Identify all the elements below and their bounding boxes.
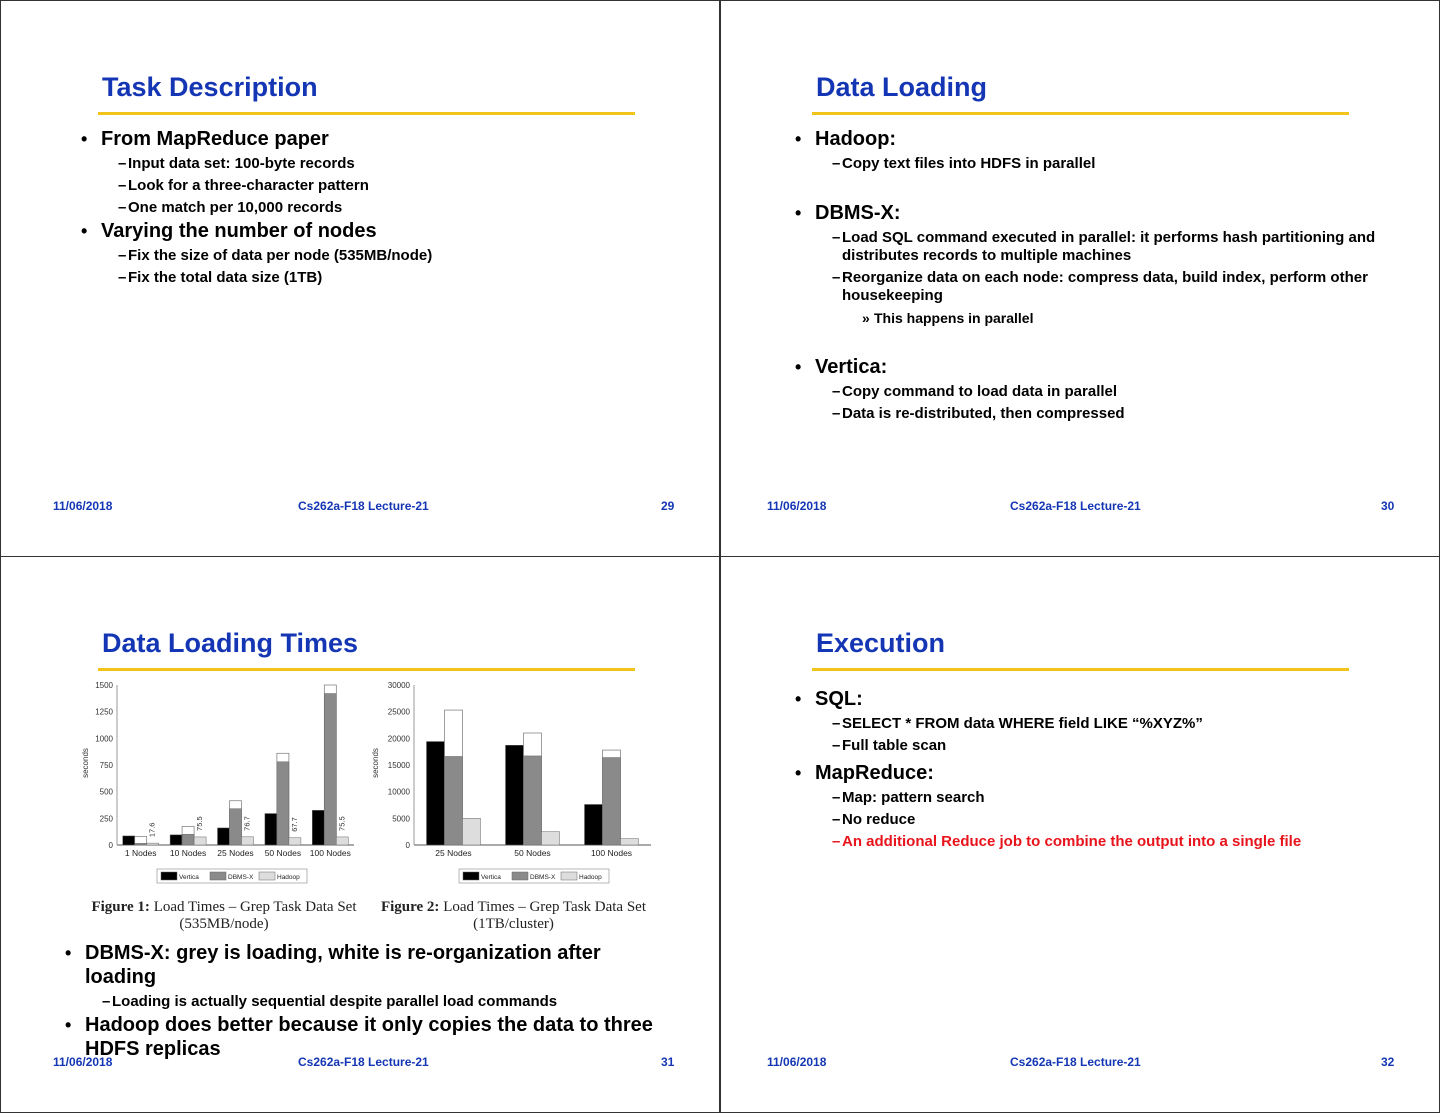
y-tick-label: 20000 (387, 734, 410, 744)
bullet-level-2: – Data is re-distributed, then compressed (795, 405, 1395, 423)
bullet-level-2: – Map: pattern search (795, 789, 1415, 807)
page-number: 32 (1381, 1055, 1395, 1069)
y-tick-label: 750 (99, 761, 113, 770)
footer-date: 11/06/2018 (767, 1055, 827, 1069)
data-label: 75.5 (337, 816, 347, 831)
bar-dbms-x (182, 834, 194, 845)
y-tick-label: 15000 (387, 761, 410, 770)
bullet-level-1: • SQL: (795, 687, 1415, 711)
slide-32 (720, 556, 1440, 1113)
bar-dbms-x (324, 694, 336, 845)
slide-body (795, 681, 1415, 851)
title-underline (98, 668, 635, 671)
bullet-level-2: – Copy text files into HDFS in parallel (795, 155, 1395, 173)
legend-label: Hadoop (277, 874, 300, 881)
x-tick-label: 50 Nodes (514, 848, 551, 858)
bar-dbms-x (135, 843, 147, 845)
bar-dbms-x (603, 758, 621, 845)
bar-vertica (427, 742, 445, 845)
bar-dbms-x (230, 809, 242, 845)
footer-course: Cs262a-F18 Lecture-21 (1010, 1055, 1141, 1069)
x-tick-label: 25 Nodes (217, 848, 254, 858)
legend-label: DBMS-X (228, 874, 254, 881)
bullet-level-1: • DBMS-X: (795, 201, 1395, 225)
slide-29 (0, 0, 720, 557)
footer-date: 11/06/2018 (53, 1055, 113, 1069)
slide-body (81, 125, 681, 287)
x-tick-label: 100 Nodes (309, 848, 351, 858)
bullet-level-2: – Fix the total data size (1TB) (81, 269, 681, 287)
page-number: 30 (1381, 499, 1395, 513)
chart-load-times-per-cluster (369, 673, 659, 893)
bar-vertica (170, 835, 182, 845)
bullet-level-1: • Varying the number of nodes (81, 219, 681, 243)
bar-hadoop (336, 837, 348, 845)
bar-dbms-x (277, 762, 289, 845)
bullet-level-1: • Hadoop does better because it only copies the data to three HDFS replicas (65, 1013, 655, 1061)
bar-hadoop (621, 839, 639, 845)
data-label: 75.5 (195, 816, 205, 831)
legend-swatch-dbms-x (512, 872, 528, 880)
title-underline (812, 668, 1349, 671)
y-axis-label: seconds (81, 748, 90, 778)
y-tick-label: 5000 (392, 814, 410, 824)
y-tick-label: 1250 (95, 707, 113, 717)
bullet-level-1: • Vertica: (795, 355, 1395, 379)
bullet-level-2: – Copy command to load data in parallel (795, 383, 1395, 401)
data-label: 67.7 (289, 817, 299, 832)
bar-vertica (123, 836, 135, 845)
caption-text: Load Times – Grep Task Data Set (535MB/node) (153, 899, 357, 932)
page-number: 31 (661, 1055, 675, 1069)
legend-label: Vertica (481, 874, 501, 881)
footer-course: Cs262a-F18 Lecture-21 (298, 1055, 429, 1069)
page-number: 29 (661, 499, 675, 513)
y-tick-label: 30000 (387, 681, 410, 690)
bullet-level-2: – Look for a three-character pattern (81, 177, 681, 195)
bullet-level-1: • MapReduce: (795, 761, 1415, 785)
legend-swatch-vertica (161, 872, 177, 880)
y-tick-label: 0 (405, 841, 410, 850)
slide-30 (720, 0, 1440, 557)
footer-course: Cs262a-F18 Lecture-21 (1010, 499, 1141, 513)
slide-title: Data Loading (816, 72, 988, 102)
chart-load-times-per-node (79, 673, 364, 893)
bar-hadoop (194, 837, 206, 845)
bullet-level-1: • DBMS-X: grey is loading, white is re-organization after loading (65, 941, 655, 989)
figure-2-caption (371, 899, 656, 933)
bullet-level-2: – An additional Reduce job to combine the output into a single file (795, 833, 1415, 851)
footer-date: 11/06/2018 (53, 499, 113, 513)
bar-vertica (506, 745, 524, 845)
figure-1-caption (79, 899, 369, 933)
caption-label: Figure 2: (380, 899, 440, 915)
bar-vertica (585, 804, 603, 845)
y-tick-label: 250 (99, 814, 113, 824)
y-axis-label: seconds (371, 748, 380, 778)
caption-label: Figure 1: (91, 899, 150, 915)
legend-label: Hadoop (579, 874, 602, 881)
data-label: 76.7 (242, 816, 252, 831)
bullet-level-2: – Input data set: 100-byte records (81, 155, 681, 173)
bullet-level-2: – Full table scan (795, 737, 1415, 755)
x-tick-label: 10 Nodes (169, 848, 207, 858)
x-tick-label: 50 Nodes (264, 848, 302, 858)
footer-course: Cs262a-F18 Lecture-21 (298, 499, 429, 513)
y-tick-label: 1000 (95, 734, 113, 744)
slide-title: Task Description (102, 72, 318, 102)
slide-31 (0, 556, 720, 1113)
bar-hadoop (289, 838, 301, 845)
x-tick-label: 1 Nodes (124, 848, 157, 858)
legend-swatch-dbms-x (210, 872, 226, 880)
y-tick-label: 10000 (387, 787, 410, 797)
bar-vertica (218, 828, 230, 845)
bullet-level-2: – Reorganize data on each node: compress data, build index, perform other housekeeping (795, 269, 1395, 305)
y-tick-label: 1500 (95, 681, 113, 690)
legend-label: Vertica (179, 874, 199, 881)
slide-body (795, 125, 1395, 423)
footer-date: 11/06/2018 (767, 499, 827, 513)
bullet-level-2: – Loading is actually sequential despite parallel load commands (65, 993, 655, 1011)
bullet-level-2: – No reduce (795, 811, 1415, 829)
title-underline (98, 112, 635, 115)
bar-dbms-x (445, 756, 463, 845)
legend-label: DBMS-X (530, 874, 556, 881)
bullet-level-3: » This happens in parallel (795, 309, 1395, 327)
bullet-level-2: – SELECT * FROM data WHERE field LIKE “%XYZ%” (795, 715, 1415, 733)
bullet-level-2: – Fix the size of data per node (535MB/node) (81, 247, 681, 265)
bullet-level-2: – One match per 10,000 records (81, 199, 681, 217)
bar-vertica (312, 810, 324, 845)
data-label: 17.6 (147, 822, 157, 838)
x-tick-label: 100 Nodes (590, 848, 633, 858)
bullet-level-1: • Hadoop: (795, 127, 1395, 151)
bullet-level-1: • From MapReduce paper (81, 127, 681, 151)
bar-hadoop (242, 837, 254, 845)
legend-swatch-vertica (463, 872, 479, 880)
bar-hadoop (542, 832, 560, 845)
legend-swatch-hadoop (259, 872, 275, 880)
slide-title: Data Loading Times (102, 628, 359, 658)
y-tick-label: 0 (108, 841, 113, 850)
bar-hadoop (463, 818, 481, 845)
y-tick-label: 500 (99, 787, 113, 797)
title-underline (812, 112, 1349, 115)
y-tick-label: 25000 (387, 707, 410, 717)
slide-body (65, 939, 655, 1061)
slide-title: Execution (816, 628, 946, 658)
caption-text: Load Times – Grep Task Data Set (1TB/cluster) (443, 899, 647, 932)
x-tick-label: 25 Nodes (435, 848, 472, 858)
legend-swatch-hadoop (561, 872, 577, 880)
bar-hadoop (147, 843, 159, 845)
bar-vertica (265, 814, 277, 845)
bar-dbms-x (524, 756, 542, 845)
bullet-level-2: – Load SQL command executed in parallel: it performs hash partitioning and distributes records to multiple machines (795, 229, 1395, 265)
